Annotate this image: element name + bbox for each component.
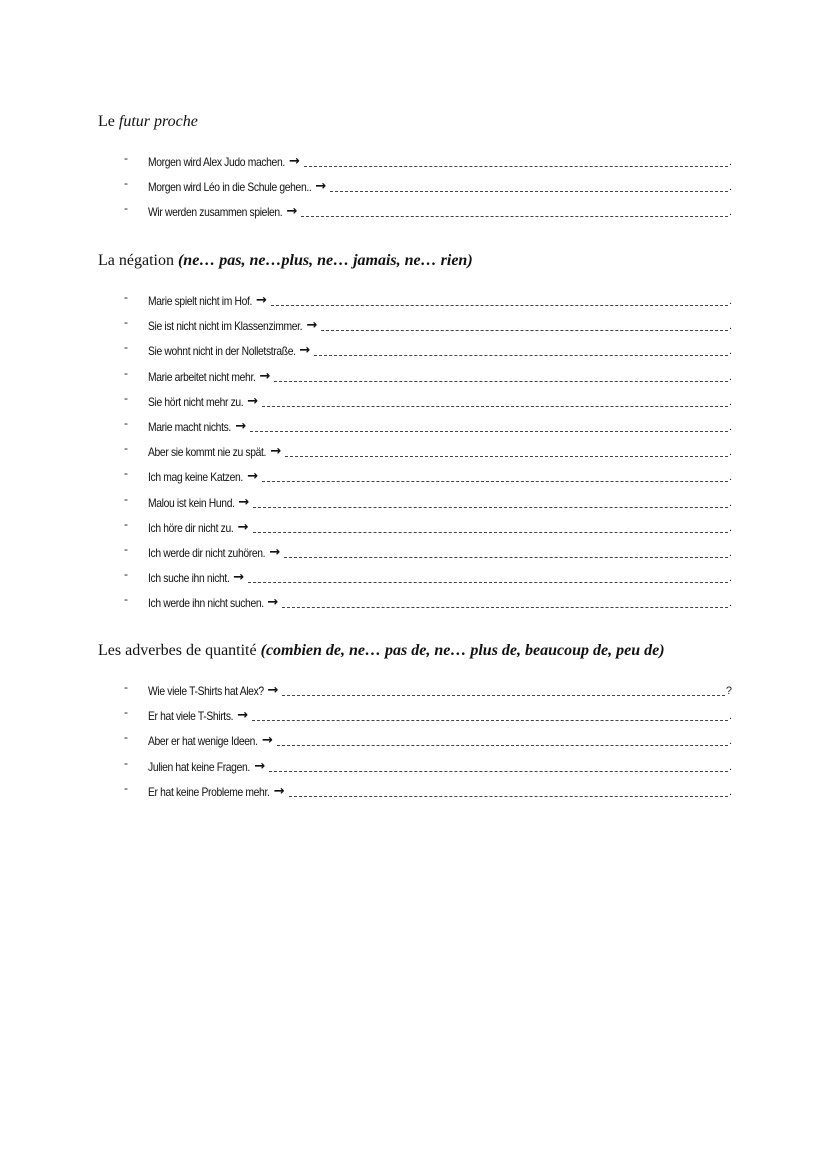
arrow-right-icon: →	[267, 683, 279, 698]
bullet-dash: -	[124, 567, 128, 582]
arrow-right-icon: →	[315, 179, 327, 195]
end-punctuation: .	[728, 345, 732, 358]
german-sentence: Marie macht nichts.	[148, 419, 231, 434]
german-sentence: Marie spielt nicht im Hof.	[148, 294, 253, 308]
exercise-line	[148, 541, 732, 561]
end-punctuation: .	[728, 471, 732, 484]
end-punctuation: .	[728, 521, 732, 534]
exercise-list-adverbes-quantite	[0, 679, 828, 805]
end-punctuation: .	[728, 735, 732, 748]
exercise-line	[148, 755, 732, 775]
bullet-dash: -	[124, 516, 128, 531]
german-sentence: Sie wohnt nicht in der Nolletstraße.	[148, 344, 296, 359]
answer-blank-line[interactable]	[321, 316, 728, 331]
bullet-dash: -	[124, 730, 128, 745]
german-sentence: Aber sie kommt nie zu spät.	[148, 445, 267, 460]
bullet-dash: -	[124, 390, 128, 405]
exercise-item	[0, 150, 828, 175]
bullet-dash: -	[124, 340, 128, 355]
exercise-line	[148, 679, 732, 699]
arrow-right-icon: →	[269, 544, 281, 560]
bullet-dash: -	[124, 151, 128, 165]
arrow-right-icon: →	[256, 293, 267, 308]
arrow-right-icon: →	[259, 368, 271, 384]
exercise-line	[148, 591, 732, 611]
end-punctuation: .	[728, 320, 732, 333]
exercise-line	[148, 314, 732, 334]
bullet-dash: -	[124, 365, 128, 380]
exercise-item	[0, 704, 828, 729]
exercise-line	[148, 175, 732, 195]
answer-blank-line[interactable]	[301, 202, 727, 217]
arrow-right-icon: →	[286, 204, 298, 220]
answer-blank-line[interactable]	[248, 568, 728, 583]
bullet-dash: -	[124, 592, 128, 607]
exercise-line	[148, 465, 732, 485]
german-sentence: Malou ist kein Hund.	[148, 495, 235, 510]
exercise-item	[0, 200, 828, 225]
end-punctuation: .	[728, 395, 732, 408]
section-title-part: futur proche	[118, 113, 198, 130]
arrow-right-icon: →	[306, 318, 318, 334]
exercise-line	[148, 780, 732, 800]
exercise-line	[148, 390, 732, 410]
answer-blank-line[interactable]	[282, 681, 725, 696]
bullet-dash: -	[124, 541, 128, 556]
exercise-item	[0, 365, 828, 390]
exercise-list-negation	[0, 289, 828, 616]
exercise-line	[148, 516, 732, 536]
exercise-item	[0, 780, 828, 805]
german-sentence: Aber er hat wenige Ideen.	[148, 734, 258, 749]
arrow-right-icon: →	[273, 783, 285, 799]
exercise-item	[0, 175, 828, 200]
answer-blank-line[interactable]	[262, 467, 728, 482]
german-sentence: Sie ist nicht nicht im Klassenzimmer.	[148, 319, 303, 334]
arrow-right-icon: →	[270, 444, 282, 460]
exercise-item	[0, 755, 828, 780]
end-punctuation: .	[728, 420, 732, 433]
exercise-line	[148, 729, 732, 749]
section-title-negation	[98, 252, 473, 270]
section-title-adverbes-quantite	[98, 642, 665, 660]
end-punctuation: .	[728, 446, 732, 459]
section-title-futur-proche	[98, 113, 198, 131]
bullet-dash: -	[124, 176, 128, 191]
answer-blank-line[interactable]	[271, 291, 728, 306]
exercise-item	[0, 729, 828, 754]
german-sentence: Julien hat keine Fragen.	[148, 759, 250, 774]
bullet-dash: -	[124, 290, 128, 304]
bullet-dash: -	[124, 441, 128, 456]
german-sentence: Er hat keine Probleme mehr.	[148, 784, 270, 799]
end-punctuation: .	[728, 760, 732, 773]
exercise-list-futur-proche	[0, 150, 828, 226]
answer-blank-line[interactable]	[262, 392, 728, 407]
arrow-right-icon: →	[289, 154, 300, 169]
exercise-line	[148, 491, 732, 511]
answer-blank-line[interactable]	[285, 442, 728, 457]
german-sentence: Ich mag keine Katzen.	[148, 470, 243, 485]
german-sentence: Ich werde ihn nicht suchen.	[148, 596, 264, 611]
german-sentence: Ich suche ihn nicht.	[148, 571, 230, 586]
exercise-line	[148, 289, 732, 309]
bullet-dash: -	[124, 491, 128, 506]
arrow-right-icon: →	[247, 393, 259, 409]
end-punctuation: ?	[725, 685, 732, 697]
german-sentence: Ich werde dir nicht zuhören.	[148, 545, 266, 560]
exercise-item	[0, 465, 828, 490]
bullet-dash: -	[124, 201, 128, 216]
exercise-item	[0, 390, 828, 415]
exercise-line	[148, 339, 732, 359]
end-punctuation: .	[728, 546, 732, 559]
german-sentence: Marie arbeitet nicht mehr.	[148, 369, 256, 384]
end-punctuation: .	[728, 206, 732, 219]
answer-blank-line[interactable]	[253, 493, 728, 508]
arrow-right-icon: →	[237, 519, 249, 535]
end-punctuation: .	[728, 156, 732, 168]
arrow-right-icon: →	[235, 418, 247, 434]
bullet-dash: -	[124, 415, 128, 430]
answer-blank-line[interactable]	[289, 782, 728, 797]
arrow-right-icon: →	[233, 570, 245, 586]
answer-blank-line[interactable]	[250, 417, 728, 432]
german-sentence: Morgen wird Léo in die Schule gehen..	[148, 180, 312, 195]
answer-blank-line[interactable]	[277, 731, 728, 746]
exercise-item	[0, 415, 828, 440]
german-sentence: Morgen wird Alex Judo machen.	[148, 155, 285, 169]
end-punctuation: .	[728, 785, 732, 798]
answer-blank-line[interactable]	[252, 706, 728, 721]
section-title-part: (combien de, ne… pas de, ne… plus de, beaucoup de, peu de)	[260, 642, 665, 659]
exercise-item	[0, 516, 828, 541]
answer-blank-line[interactable]	[304, 152, 728, 167]
exercise-line	[148, 150, 732, 170]
section-title-part: Le	[98, 113, 119, 130]
end-punctuation: .	[728, 710, 732, 723]
exercise-item	[0, 289, 828, 314]
german-sentence: Wie viele T-Shirts hat Alex?	[148, 684, 264, 698]
exercise-item	[0, 591, 828, 616]
exercise-line	[148, 415, 732, 435]
bullet-dash: -	[124, 315, 128, 330]
exercise-line	[148, 440, 732, 460]
exercise-line	[148, 365, 732, 385]
arrow-right-icon: →	[237, 708, 249, 724]
bullet-dash: -	[124, 466, 128, 481]
exercise-item	[0, 440, 828, 465]
bullet-dash: -	[124, 755, 128, 770]
answer-blank-line[interactable]	[314, 341, 728, 356]
arrow-right-icon: →	[254, 758, 266, 774]
exercise-item	[0, 541, 828, 566]
answer-blank-line[interactable]	[284, 543, 728, 558]
answer-blank-line[interactable]	[253, 518, 728, 533]
arrow-right-icon: →	[238, 494, 250, 510]
german-sentence: Sie hört nicht mehr zu.	[148, 394, 244, 409]
answer-blank-line[interactable]	[274, 367, 728, 382]
answer-blank-line[interactable]	[269, 757, 728, 772]
end-punctuation: .	[728, 597, 732, 610]
end-punctuation: .	[728, 181, 732, 194]
exercise-item	[0, 566, 828, 591]
bullet-dash: -	[124, 780, 128, 795]
arrow-right-icon: →	[267, 595, 279, 611]
german-sentence: Er hat viele T-Shirts.	[148, 709, 234, 724]
end-punctuation: .	[728, 496, 732, 509]
end-punctuation: .	[728, 370, 732, 383]
arrow-right-icon: →	[247, 469, 259, 485]
answer-blank-line[interactable]	[282, 593, 728, 608]
section-title-part: La négation	[98, 252, 178, 269]
exercise-line	[148, 566, 732, 586]
exercise-item	[0, 314, 828, 339]
exercise-item	[0, 491, 828, 516]
exercise-item	[0, 679, 828, 704]
german-sentence: Wir werden zusammen spielen.	[148, 205, 283, 220]
german-sentence: Ich höre dir nicht zu.	[148, 520, 234, 535]
section-title-part: (ne… pas, ne…plus, ne… jamais, ne… rien)	[177, 252, 473, 269]
section-title-part: Les adverbes de quantité	[98, 642, 261, 659]
answer-blank-line[interactable]	[330, 177, 728, 192]
bullet-dash: -	[124, 705, 128, 720]
arrow-right-icon: →	[299, 343, 311, 359]
bullet-dash: -	[124, 680, 128, 694]
end-punctuation: .	[728, 572, 732, 585]
arrow-right-icon: →	[262, 733, 273, 749]
exercise-line	[148, 200, 732, 220]
exercise-item	[0, 339, 828, 364]
end-punctuation: .	[728, 295, 732, 307]
exercise-line	[148, 704, 732, 724]
